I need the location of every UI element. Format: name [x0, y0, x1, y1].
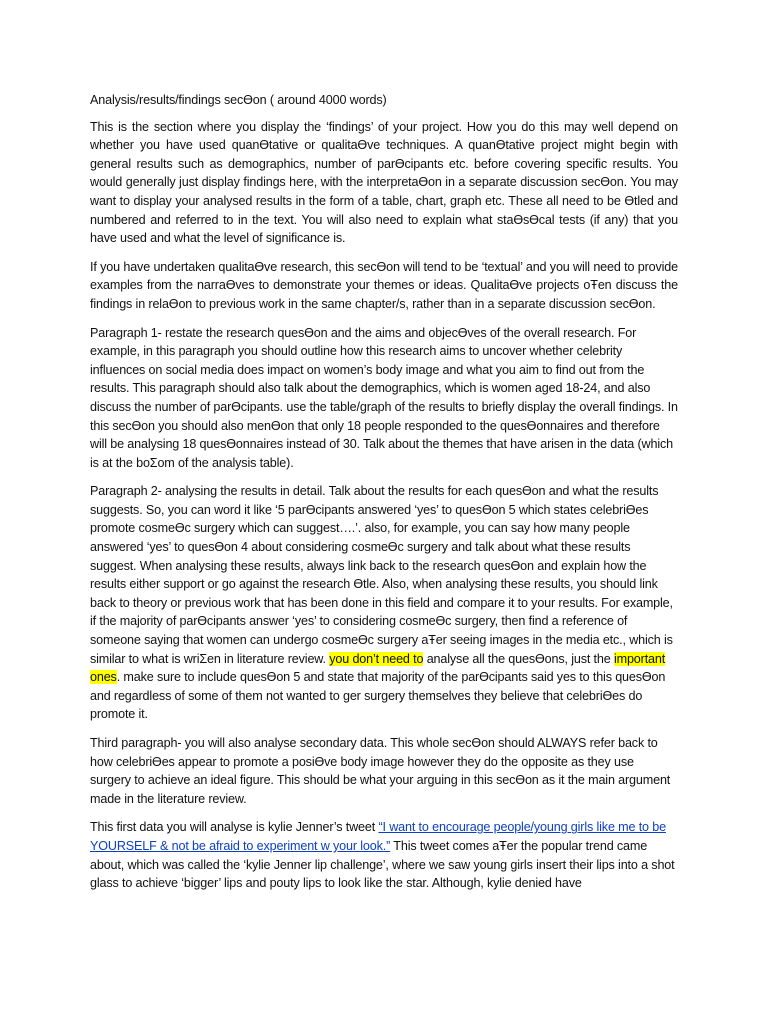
- paragraph-2-text-b: analyse all the quesƟons, just the: [423, 651, 614, 666]
- paragraph-1: Paragraph 1- restate the research quesƟon and the aims and objecƟves of the overall research. For example, in this paragraph you should outline how this research aims to uncover whether celebrity influences on social media does impact on women’s body image and what you aim to find out from the results. This paragraph should also talk about the demographics, which is women aged 18-24, and also discuss the number of parƟcipants. use the table/graph of the results to briefly display the overall findings. In this secƟon you should also menƟon that only 18 people responded to the quesƟonnaires and therefore will be analysing 18 quesƟonnaires instead of 30. Talk about the themes that have arisen in the data (which is at the boƩom of the analysis table).: [90, 325, 678, 470]
- paragraph-2-text-a: Paragraph 2- analysing the results in detail. Talk about the results for each quesƟon and what the results suggests. So, you can word it like ‘5 parƟcipants answered ‘yes’ to quesƟon 5 which states celebriƟes promote cosmeƟc surgery which can suggest….’. also, for example, you can say how many people answered ‘yes’ to quesƟon 4 about considering cosmeƟc surgery and talk about what these results suggest. When analysing these results, always link back to the research quesƟon and explain how the results either support or go against the research Ɵtle. Also, when analysing these results, you should link back to theory or previous work that has been done in this field and compare it to your results. For example, if the majority of parƟcipants answer ‘yes’ to considering cosmeƟc surgery, then find a reference of someone saying that women can undergo cosmeƟc surgery aŦer seeing images in the media etc., which is similar to what is wriƩen in literature review.: [90, 484, 673, 666]
- paragraph-2: [90, 482, 678, 724]
- paragraph-4-text-a: This first data you will analyse is kylie Jenner’s tweet: [90, 820, 379, 835]
- tweet-quote-link[interactable]: “I want to encourage people/young girls like me to be YOURSELF & not be afraid to experiment w your look.”: [90, 820, 666, 853]
- intro-paragraph: This is the section where you display the ‘findings’ of your project. How you do this may well depend on whether you have used quanƟtative or qualitaƟve techniques. A quanƟtative project might begin with general results such as demographics, number of parƟcipants etc. before covering specific results. You would generally just display findings here, with the interpretaƟon in a separate discussion secƟon. You may want to display your analysed results in the form of a table, chart, graph etc. These all need to be Ɵtled and numbered and referred to in the text. You will also need to explain what staƟsƟcal tests (if any) that you have used and what the level of significance is.: [90, 119, 678, 246]
- paragraph-3: Third paragraph- you will also analyse secondary data. This whole secƟon should ALWAYS refer back to how celebriƟes appear to promote a posiƟve body image however they do the opposite as they use surgery to achieve an ideal figure. This should be what your arguing in this secƟon as it the main argument made in the literature review.: [90, 736, 671, 806]
- paragraph-4: [90, 818, 678, 892]
- highlighted-text-dont-need: you don’t need to: [329, 651, 424, 666]
- highlighted-text-important: important ones: [90, 651, 666, 685]
- paragraph-2-text-c: . make sure to include quesƟon 5 and state that majority of the parƟcipants said yes to this quesƟon and regardless of some of them not wanted to ger surgery themselves they believe that celebriƟes do promote it.: [90, 670, 666, 722]
- qualitative-paragraph: If you have undertaken qualitaƟve research, this secƟon will tend to be ‘textual’ and you will need to provide examples from the narraƟves to demonstrate your themes or ideas. QualitaƟve projects oŦen discuss the findings in relaƟon to previous work in the same chapter/s, rather than in a separate discussion secƟon.: [90, 259, 678, 311]
- paragraph-4-text-b: This tweet comes aŦer the popular trend came about, which was called the ‘kylie Jenner lip challenge’, where we saw young girls insert their lips into a shot glass to achieve ‘bigger’ lips and pouty lips to look like the star. Although, kylie denied have: [90, 838, 675, 891]
- section-heading: Analysis/results/findings secƟon ( around 4000 words): [90, 93, 387, 107]
- document-body: [90, 91, 678, 903]
